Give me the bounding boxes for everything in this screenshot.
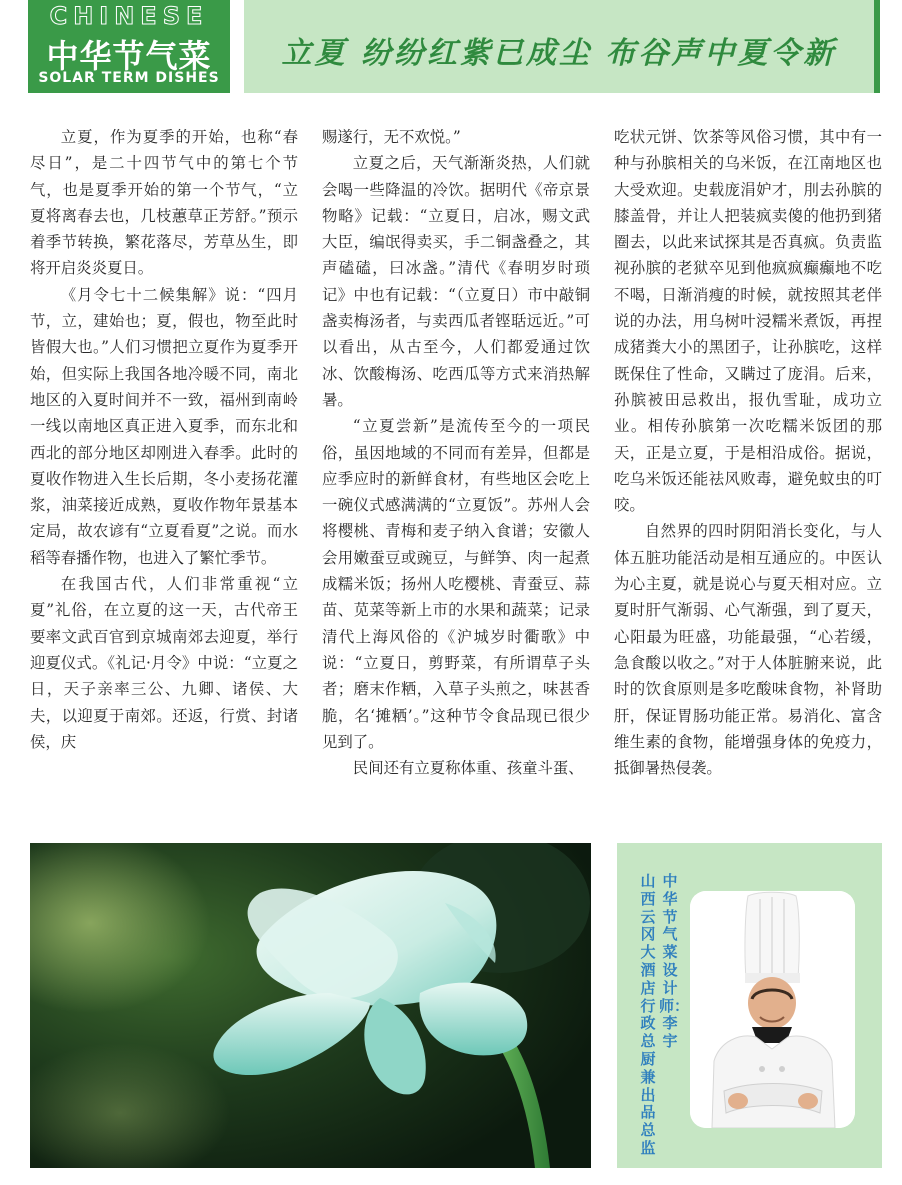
article-paragraph: 立夏，作为夏季的开始，也称“春尽日”，是二十四节气中的第七个节气，也是夏季开始的第一个节气，“立夏将离春去也，几枝蕙草正芳舒。”预示着季节转换，繁花落尽，芳草丛生，即将开启炎炎夏日。	[30, 128, 298, 278]
logo-chinese-title: 中华节气菜	[46, 37, 212, 75]
brand-logo	[28, 0, 230, 93]
lotus-flower-photo	[30, 843, 591, 1168]
article-column-3	[614, 124, 882, 781]
chef-caption-line-2: 山西云冈大酒店行政总厨兼出品总监	[640, 872, 656, 1157]
article-paragraph: 民间还有立夏称体重、孩童斗蛋、	[352, 759, 584, 778]
article-paragraph: 立夏之后，天气渐渐炎热，人们就会喝一些降温的冷饮。据明代《帝京景物略》记载：“立夏日，启冰，赐文武大臣，编氓得卖买，手二铜盏叠之，其声磕磕，曰冰盏。”清代《春明岁时琐记》中也有记载：“（立夏日）市中敲铜盏卖梅汤者，与卖西瓜者铿聒远近。”可以看出，从古至今，人们都爱通过饮冰、饮酸梅汤、吃西瓜等方式来消热解暑。	[322, 154, 590, 409]
article-paragraph: 吃状元饼、饮茶等风俗习惯，其中有一种与孙膑相关的乌米饭，在江南地区也大受欢迎。史载庞涓妒才，刖去孙膑的膝盖骨，并让人把装疯卖傻的他扔到猪圈去，以此来试探其是否真疯。负责监视孙膑的老狱卒见到他疯疯癫癫地不吃不喝，日渐消瘦的时候，就按照其老伴说的办法，用乌树叶浸糯米煮饭，再捏成猪粪大小的黑团子，让孙膑吃，这样既保住了性命，又瞒过了庞涓。后来，孙膑被田忌救出，报仇雪耻，成功立业。相传孙膑第一次吃糯米饭团的那天，正是立夏，于是相沿成俗。据说，吃乌米饭还能祛风败毒，避免蚊虫的叮咬。	[614, 128, 882, 515]
page-title: 立夏 纷纷红紫已成尘 布谷声中夏令新	[281, 36, 837, 71]
chef-portrait-photo	[690, 891, 855, 1128]
chef-panel	[617, 843, 882, 1168]
article-column-2	[322, 124, 590, 781]
header-band	[244, 0, 880, 93]
logo-english-top: CHINESE	[49, 2, 209, 30]
logo-english-bottom: SOLAR TERM DISHES	[38, 70, 220, 86]
chef-caption	[635, 873, 691, 1163]
article-paragraph: 自然界的四时阴阳消长变化，与人体五脏功能活动是相互通应的。中医认为心主夏，就是说心与夏天相对应。立夏时肝气渐弱、心气渐强，到了夏天，心阳最为旺盛，功能最强，“心若缓，急食酸以收之。”对于人体脏腑来说，此时的饮食原则是多吃酸味食物，补肾助肝，保证胃肠功能正常。易消化、富含维生素的食物，能增强身体的免疫力，抵御暑热侵袭。	[614, 522, 882, 778]
article-paragraph: 在我国古代，人们非常重视“立夏”礼俗，在立夏的这一天，古代帝王要率文武百官到京城南郊去迎夏，举行迎夏仪式。《礼记·月令》中说：“立夏之日，天子亲率三公、九卿、诸侯、大夫，以迎夏于南郊。还返，行赏、封诸侯，庆	[30, 575, 298, 751]
article-column-1	[30, 124, 298, 755]
chef-caption-line-1: 中华节气菜设计师：李宇	[659, 872, 690, 1051]
article-paragraph: 赐遂行，无不欢悦。”	[322, 128, 461, 146]
article-paragraph: “立夏尝新”是流传至今的一项民俗，虽因地域的不同而有差异，但都是应季应时的新鲜食材，有些地区会吃上一碗仪式感满满的“立夏饭”。苏州人会将樱桃、青梅和麦子纳入食谱；安徽人会用嫩蚕豆或豌豆，与鲜笋、肉一起煮成糯米饭；扬州人吃樱桃、青蚕豆、蒜苗、苋菜等新上市的水果和蔬菜；记录清代上海风俗的《沪城岁时衢歌》中说：“立夏日，剪野菜，有所谓草子头者；磨末作粞，入草子头煎之，味甚香脆，名‘摊粞’。”这种节令食品现已很少见到了。	[322, 417, 590, 751]
article-paragraph: 《月令七十二候集解》说：“四月节，立，建始也；夏，假也，物至此时皆假大也。”人们习惯把立夏作为夏季开始，但实际上我国各地冷暖不同，南北地区的入夏时间并不一致，福州到南岭一线以南地区真正进入夏季，而东北和西北的部分地区却刚进入春季。此时的夏收作物进入生长后期，冬小麦扬花灌浆，油菜接近成熟，夏收作物年景基本定局，故农谚有“立夏看夏”之说。而水稻等春播作物，也进入了繁忙季节。	[30, 285, 298, 567]
